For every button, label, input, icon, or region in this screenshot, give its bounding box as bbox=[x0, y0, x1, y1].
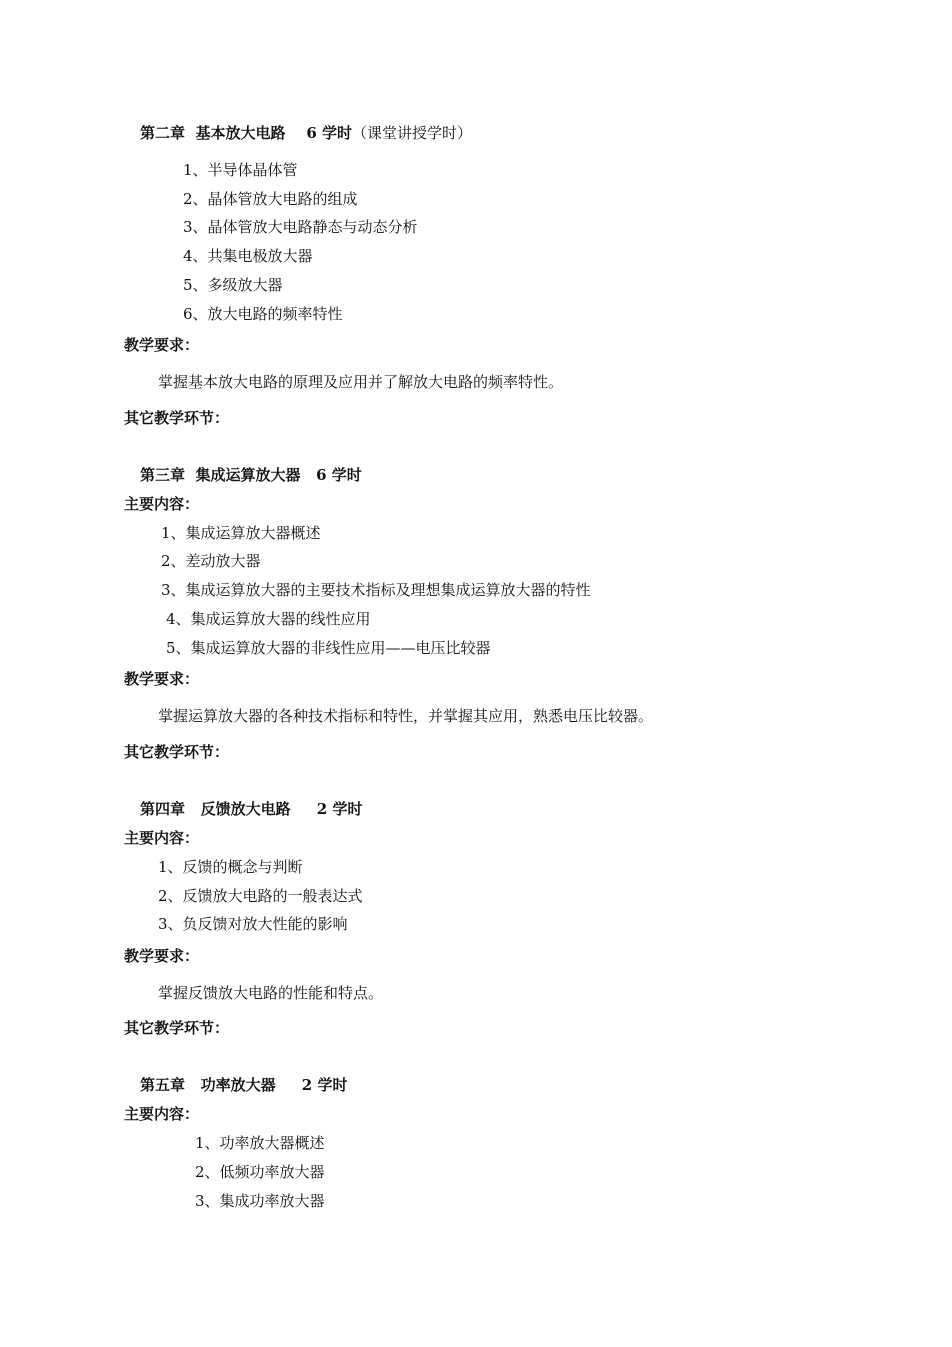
chapter4-hours: 2 学时 bbox=[316, 800, 363, 818]
chapter2-item: 4、共集电极放大器 bbox=[183, 247, 313, 265]
chapter3-title: 第三章 集成运算放大器 bbox=[140, 466, 301, 484]
chapter3-item: 1、集成运算放大器概述 bbox=[161, 524, 321, 542]
chapter3-content-label: 主要内容： bbox=[124, 495, 200, 513]
chapter5-item: 3、集成功率放大器 bbox=[195, 1192, 325, 1210]
chapter2-req-text: 掌握基本放大电路的原理及应用并了解放大电路的频率特性。 bbox=[158, 373, 564, 391]
chapter3-item: 4、集成运算放大器的线性应用 bbox=[166, 610, 371, 628]
chapter4-other-label: 其它教学环节： bbox=[124, 1019, 230, 1037]
chapter5-item: 2、低频功率放大器 bbox=[195, 1163, 325, 1181]
chapter2-hours: 6 学时 bbox=[306, 124, 353, 142]
chapter4-item: 1、反馈的概念与判断 bbox=[158, 858, 303, 876]
chapter3-item: 3、集成运算放大器的主要技术指标及理想集成运算放大器的特性 bbox=[161, 581, 591, 599]
chapter3-req-label: 教学要求： bbox=[124, 670, 200, 688]
chapter4-content-label: 主要内容： bbox=[124, 829, 200, 847]
chapter2-item: 5、多级放大器 bbox=[183, 276, 283, 294]
chapter3-other-label: 其它教学环节： bbox=[124, 743, 230, 761]
chapter5-content-label: 主要内容： bbox=[124, 1105, 200, 1123]
chapter4-req-text: 掌握反馈放大电路的性能和特点。 bbox=[158, 984, 384, 1002]
chapter2-other-label: 其它教学环节： bbox=[124, 409, 230, 427]
chapter3-item: 5、集成运算放大器的非线性应用——电压比较器 bbox=[166, 639, 491, 657]
chapter2-heading bbox=[140, 123, 472, 143]
chapter4-item: 3、负反馈对放大性能的影响 bbox=[158, 915, 348, 933]
chapter2-item: 1、半导体晶体管 bbox=[183, 161, 298, 179]
chapter5-item: 1、功率放大器概述 bbox=[195, 1134, 325, 1152]
chapter3-hours: 6 学时 bbox=[316, 466, 362, 484]
chapter2-req-label: 教学要求： bbox=[124, 336, 200, 354]
chapter2-title: 第二章 基本放大电路 bbox=[140, 124, 286, 142]
chapter5-title: 第五章 功率放大器 bbox=[140, 1076, 276, 1094]
chapter2-hours-note: （课堂讲授学时） bbox=[352, 124, 473, 142]
chapter4-req-label: 教学要求： bbox=[124, 947, 200, 965]
chapter2-item: 6、放大电路的频率特性 bbox=[183, 305, 343, 323]
chapter5-heading bbox=[140, 1075, 347, 1095]
chapter2-item: 2、晶体管放大电路的组成 bbox=[183, 190, 358, 208]
chapter4-title: 第四章 反馈放大电路 bbox=[140, 800, 291, 818]
chapter3-req-text: 掌握运算放大器的各种技术指标和特性，并掌握其应用，熟悉电压比较器。 bbox=[158, 707, 654, 725]
chapter4-item: 2、反馈放大电路的一般表达式 bbox=[158, 887, 363, 905]
chapter5-hours: 2 学时 bbox=[301, 1076, 348, 1094]
chapter2-item: 3、晶体管放大电路静态与动态分析 bbox=[183, 218, 418, 236]
chapter3-item: 2、差动放大器 bbox=[161, 552, 261, 570]
chapter3-heading bbox=[140, 465, 362, 485]
chapter4-heading bbox=[140, 799, 362, 819]
